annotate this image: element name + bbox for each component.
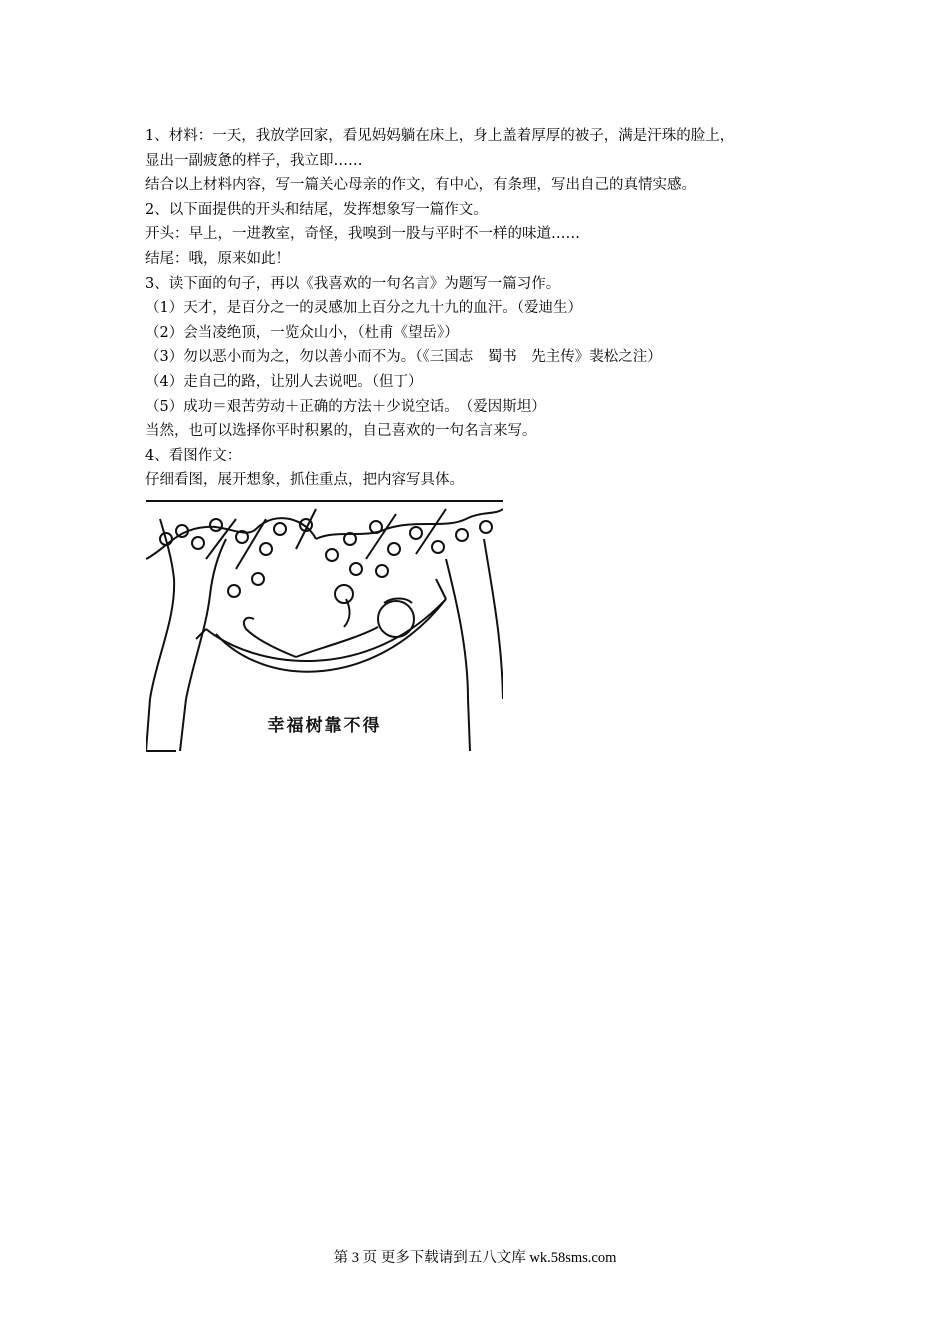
paragraph: 3、读下面的句子，再以《我喜欢的一句名言》为题写一篇习作。 xyxy=(145,275,561,292)
paragraph: 结合以上材料内容，写一篇关心母亲的作文，有中心，有条理，写出自己的真情实感。 xyxy=(145,177,696,194)
paragraph: （5）成功＝艰苦劳动＋正确的方法＋少说空话。 （爱因斯坦） xyxy=(145,398,546,415)
paragraph: 1、材料：一天，我放学回家，看见妈妈躺在床上，身上盖着厚厚的被子，满是汗珠的脸上， xyxy=(145,128,735,144)
illustration-caption: 幸福树靠不得 xyxy=(267,716,382,736)
paragraph: （1）天才，是百分之一的灵感加上百分之九十九的血汗。（爱迪生） xyxy=(145,300,582,317)
paragraph: 仔细看图，展开想象，抓住重点，把内容写具体。 xyxy=(145,472,464,489)
document-body xyxy=(145,124,825,493)
paragraph: 当然，也可以选择你平时积累的，自己喜欢的一句名言来写。 xyxy=(145,423,537,440)
paragraph: 结尾：哦，原来如此！ xyxy=(145,250,290,267)
paragraph: 2、以下面提供的开头和结尾，发挥想象写一篇作文。 xyxy=(145,201,488,218)
paragraph: 4、看图作文： xyxy=(145,447,242,464)
paragraph: （3）勿以恶小而为之，勿以善小而不为。（《三国志 蜀书 先主传》裴松之注） xyxy=(145,349,662,366)
paragraph: （4）走自己的路，让别人去说吧。（但丁） xyxy=(145,373,423,390)
paragraph: 显出一副疲惫的样子，我立即…… xyxy=(145,152,363,169)
page-footer: 第 3 页 更多下载请到五八文库 wk.58sms.com xyxy=(333,1250,617,1266)
paragraph: （2）会当凌绝顶，一览众山小，（杜甫《望岳》） xyxy=(145,324,459,341)
illustration-hammock-tree xyxy=(146,499,503,753)
paragraph: 开头：早上，一进教室，奇怪，我嗅到一股与平时不一样的味道…… xyxy=(145,226,580,243)
